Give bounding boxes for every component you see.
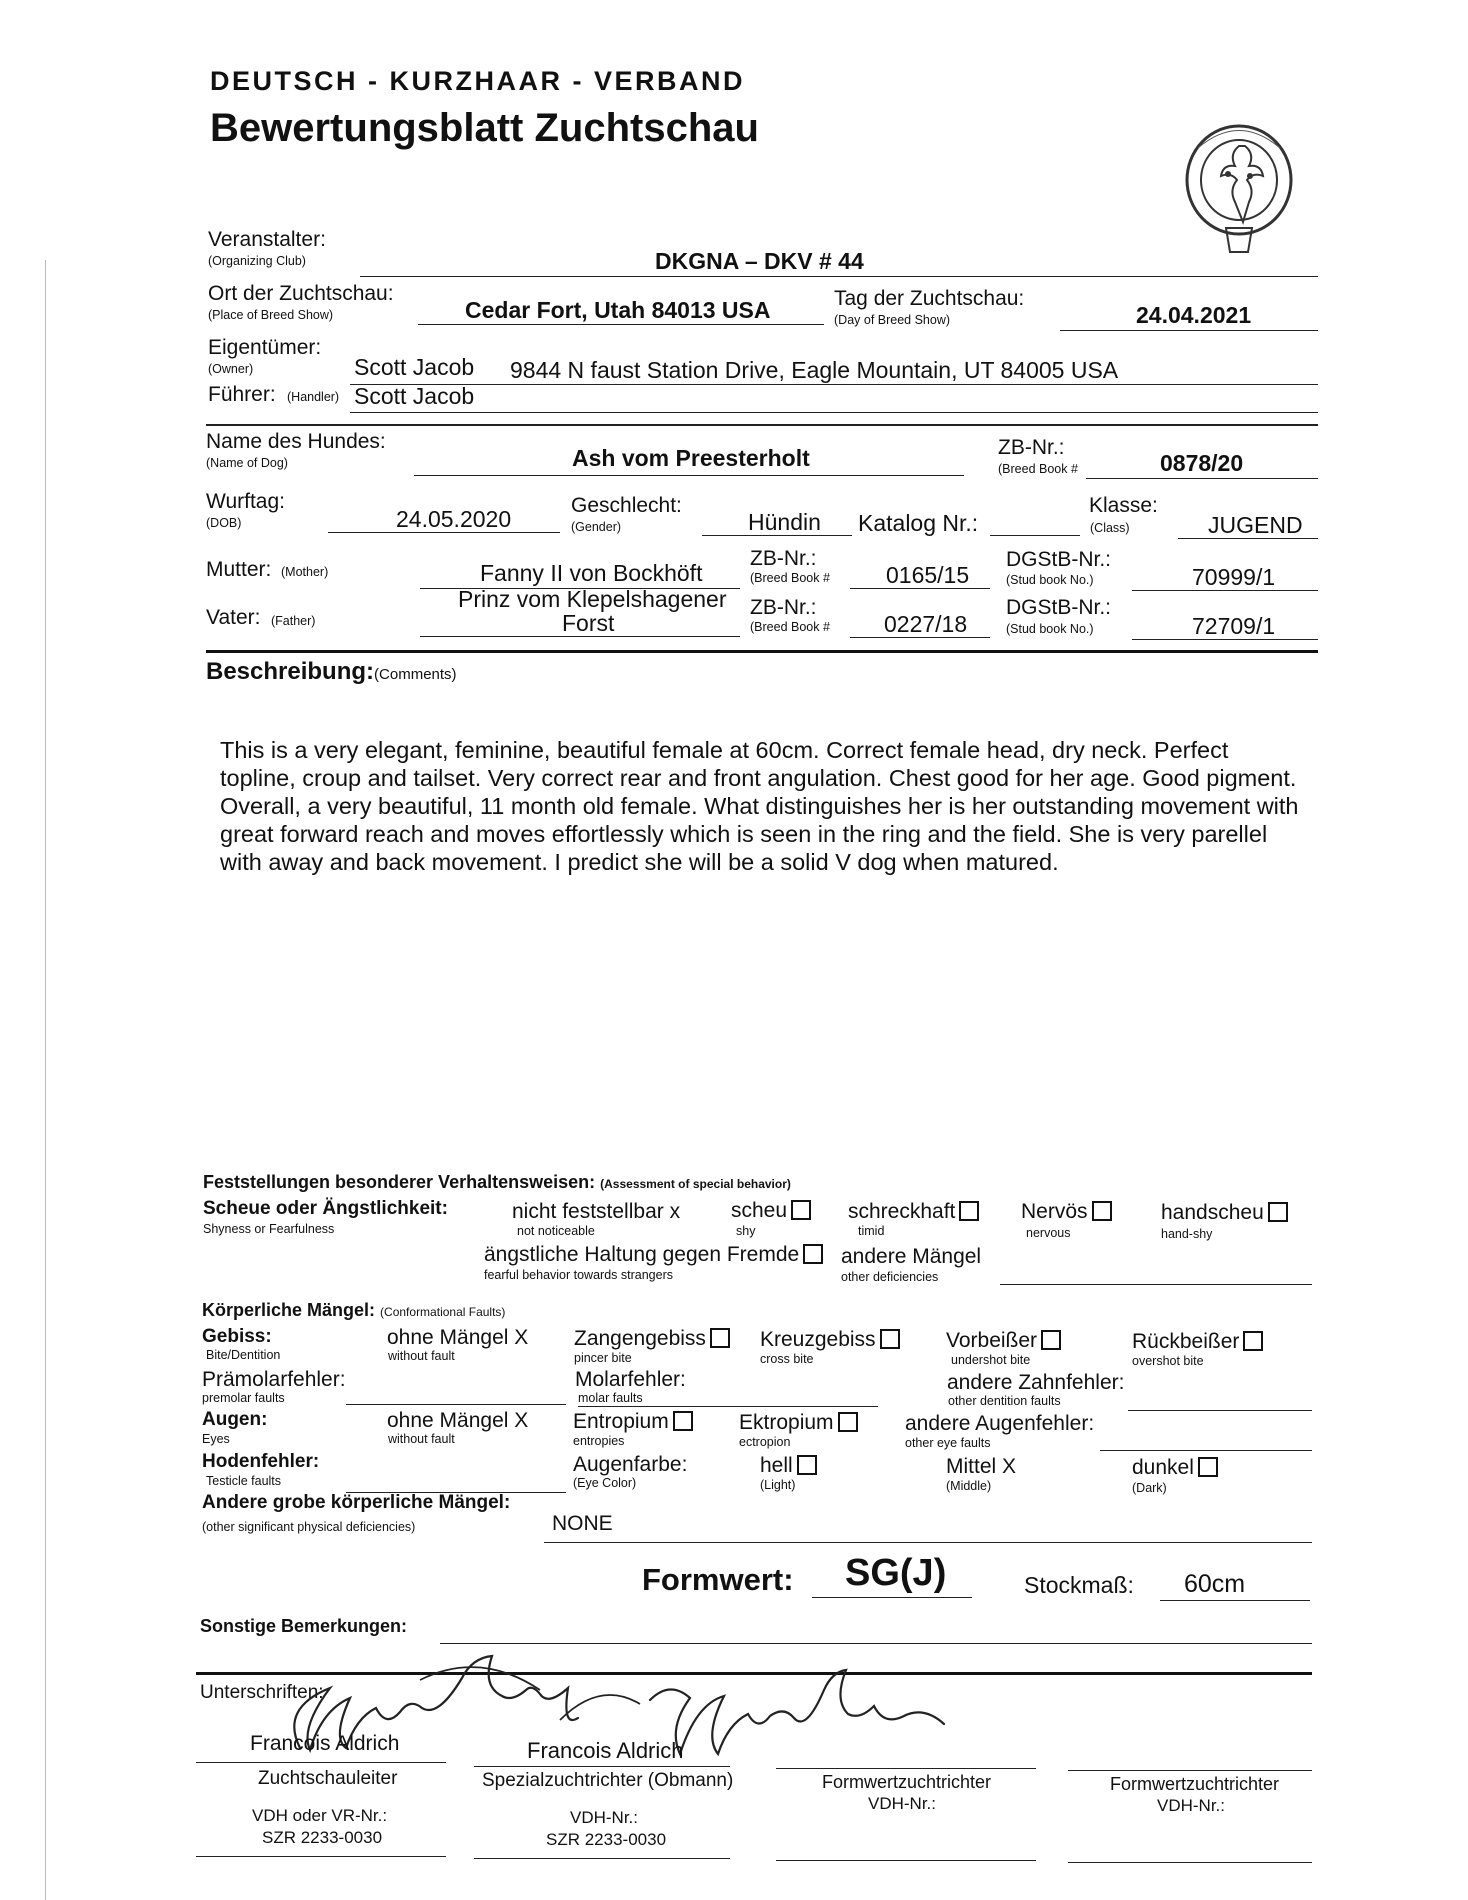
undershot-option: Vorbeißer bbox=[946, 1329, 1061, 1353]
behavior-heading: Feststellungen besonderer Verhaltensweisen: (Assessment of special behavior) bbox=[203, 1172, 791, 1192]
father-zb-value: 0227/18 bbox=[884, 611, 968, 637]
signer-2-reg-line bbox=[474, 1858, 730, 1859]
physical-heading: Körperliche Mängel: (Conformational Faults) bbox=[202, 1300, 506, 1320]
class-line bbox=[1178, 538, 1318, 539]
premolar-sub: premolar faults bbox=[202, 1391, 285, 1405]
gender-value: Hündin bbox=[748, 509, 821, 535]
undershot-checkbox[interactable] bbox=[1041, 1330, 1061, 1350]
shy-option: scheu bbox=[731, 1199, 811, 1223]
pincer-sub: pincer bite bbox=[574, 1351, 632, 1365]
stockmass-label: Stockmaß: bbox=[1024, 1572, 1134, 1598]
signatures-label: Unterschriften: bbox=[200, 1682, 324, 1703]
organizer-sub: (Organizing Club) bbox=[208, 254, 306, 268]
molar-sub: molar faults bbox=[578, 1391, 643, 1405]
father-dgstb-line bbox=[1132, 639, 1318, 640]
handshy-sub: hand-shy bbox=[1161, 1227, 1213, 1241]
dark-checkbox[interactable] bbox=[1198, 1457, 1218, 1477]
seal-icon bbox=[1178, 118, 1300, 258]
timid-sub: timid bbox=[858, 1224, 885, 1238]
nervous-sub: nervous bbox=[1026, 1226, 1071, 1240]
shyness-label: Scheue oder Ängstlichkeit: bbox=[203, 1198, 448, 1219]
timid-option: schreckhaft bbox=[848, 1200, 979, 1224]
dog-name-label: Name des Hundes: bbox=[206, 430, 386, 453]
class-value: JUGEND bbox=[1208, 512, 1303, 538]
dog-name-sub: (Name of Dog) bbox=[206, 456, 288, 470]
father-sub: (Father) bbox=[271, 614, 316, 628]
handler-line bbox=[350, 412, 1318, 413]
molar-line bbox=[578, 1406, 878, 1407]
signer-3-role: Formwertzuchtrichter bbox=[822, 1772, 992, 1792]
section-divider-1 bbox=[206, 424, 1318, 426]
cross-option: Kreuzgebiss bbox=[760, 1328, 900, 1352]
signer-4-reg-line bbox=[1068, 1862, 1312, 1863]
fearful-sub: fearful behavior towards strangers bbox=[484, 1268, 673, 1282]
other-deficiencies-line bbox=[1000, 1284, 1312, 1285]
physical-heading-sub: (Conformational Faults) bbox=[380, 1305, 506, 1319]
stockmass-line bbox=[1160, 1600, 1310, 1601]
gender-sub: (Gender) bbox=[571, 520, 622, 534]
dob-line bbox=[328, 532, 560, 533]
eye-color-sub: (Eye Color) bbox=[573, 1476, 637, 1490]
molar-label: Molarfehler: bbox=[575, 1368, 686, 1391]
day-value: 24.04.2021 bbox=[1136, 302, 1252, 328]
bite-sub: Bite/Dentition bbox=[206, 1348, 281, 1362]
mother-sub: (Mother) bbox=[281, 565, 329, 579]
eye-color-label: Augenfarbe: bbox=[573, 1453, 688, 1476]
father-label: Vater: bbox=[206, 606, 261, 629]
cross-checkbox[interactable] bbox=[880, 1329, 900, 1349]
gender-label: Geschlecht: bbox=[571, 494, 682, 517]
mother-zb-line bbox=[850, 588, 990, 589]
signer-4-line bbox=[1068, 1770, 1312, 1771]
other-deficiencies-sub: other deficiencies bbox=[841, 1270, 939, 1284]
signer-1-reg-label: VDH oder VR-Nr.: bbox=[252, 1806, 388, 1825]
bite-ok: ohne Mängel X bbox=[387, 1326, 529, 1349]
fearful-option: ängstliche Haltung gegen Fremde bbox=[484, 1243, 823, 1267]
overshot-sub: overshot bite bbox=[1132, 1354, 1204, 1368]
dob-label: Wurftag: bbox=[206, 490, 285, 513]
dark-option: dunkel bbox=[1132, 1456, 1218, 1480]
mother-zb-label: ZB-Nr.: bbox=[750, 547, 817, 570]
signer-1-reg-value: SZR 2233-0030 bbox=[262, 1828, 383, 1847]
section-divider-2 bbox=[206, 650, 1318, 653]
premolar-label: Prämolarfehler: bbox=[202, 1368, 346, 1391]
light-sub: (Light) bbox=[760, 1478, 796, 1492]
father-line bbox=[420, 636, 740, 637]
other-dent-line bbox=[1128, 1410, 1312, 1411]
class-sub: (Class) bbox=[1090, 521, 1130, 535]
day-sub: (Day of Breed Show) bbox=[834, 313, 951, 327]
page-title: Bewertungsblatt Zuchtschau bbox=[210, 106, 759, 150]
owner-sub: (Owner) bbox=[208, 362, 254, 376]
gross-label: Andere grobe körperliche Mängel: bbox=[202, 1492, 511, 1513]
ectropion-sub: ectropion bbox=[739, 1435, 791, 1449]
pincer-checkbox[interactable] bbox=[710, 1328, 730, 1348]
signer-1-line bbox=[196, 1762, 446, 1763]
organizer-label: Veranstalter: bbox=[208, 228, 326, 251]
signer-3-reg-line bbox=[776, 1860, 1036, 1861]
day-line bbox=[1060, 330, 1318, 331]
class-label: Klasse: bbox=[1089, 494, 1158, 517]
dark-sub: (Dark) bbox=[1132, 1481, 1167, 1495]
signer-1-role: Zuchtschauleiter bbox=[258, 1768, 398, 1789]
stockmass-value: 60cm bbox=[1184, 1570, 1246, 1598]
remarks-line bbox=[440, 1643, 1312, 1644]
zb-sub: (Breed Book # bbox=[998, 462, 1078, 476]
formwert-value: SG(J) bbox=[845, 1552, 947, 1594]
father-value-line-1: Prinz vom Klepelshagener bbox=[458, 586, 727, 612]
scan-edge bbox=[45, 260, 46, 1900]
handshy-option: handscheu bbox=[1161, 1201, 1288, 1225]
father-zb-label: ZB-Nr.: bbox=[750, 596, 817, 619]
zb-label: ZB-Nr.: bbox=[998, 436, 1065, 459]
handler-value: Scott Jacob bbox=[354, 383, 475, 409]
testicle-sub: Testicle faults bbox=[206, 1474, 282, 1488]
place-sub: (Place of Breed Show) bbox=[208, 308, 334, 322]
signer-4-reg-label: VDH-Nr.: bbox=[1157, 1796, 1225, 1815]
entropion-option: Entropium bbox=[573, 1410, 693, 1434]
place-label: Ort der Zuchtschau: bbox=[208, 282, 394, 305]
signer-1-name: Francois Aldrich bbox=[250, 1732, 400, 1755]
eyes-label: Augen: bbox=[202, 1409, 268, 1430]
mother-value: Fanny II von Bockhöft bbox=[480, 560, 703, 586]
other-eye-label: andere Augenfehler: bbox=[905, 1412, 1095, 1435]
premolar-line bbox=[346, 1404, 566, 1405]
organizer-value: DKGNA – DKV # 44 bbox=[655, 248, 864, 274]
zb-value: 0878/20 bbox=[1160, 450, 1244, 476]
light-option: hell bbox=[760, 1454, 817, 1478]
mother-dgstb-sub: (Stud book No.) bbox=[1006, 573, 1094, 587]
light-checkbox[interactable] bbox=[797, 1455, 817, 1475]
formwert-line bbox=[812, 1597, 972, 1598]
mother-zb-value: 0165/15 bbox=[886, 562, 970, 588]
remarks-label: Sonstige Bemerkungen: bbox=[200, 1616, 408, 1636]
middle-option: Mittel X bbox=[946, 1455, 1017, 1478]
eyes-sub: Eyes bbox=[202, 1432, 230, 1446]
other-eye-sub: other eye faults bbox=[905, 1436, 991, 1450]
father-dgstb-label: DGStB-Nr.: bbox=[1006, 596, 1112, 619]
ectropion-option: Ektropium bbox=[739, 1411, 858, 1435]
father-dgstb-value: 72709/1 bbox=[1192, 613, 1276, 639]
nervous-option: Nervös bbox=[1021, 1200, 1112, 1224]
undershot-sub: undershot bite bbox=[951, 1353, 1031, 1367]
signer-2-reg-label: VDH-Nr.: bbox=[570, 1808, 638, 1827]
not-noticeable-sub: not noticeable bbox=[517, 1224, 595, 1238]
signer-3-reg-label: VDH-Nr.: bbox=[868, 1794, 936, 1813]
behavior-heading-sub: (Assessment of special behavior) bbox=[600, 1177, 791, 1191]
father-zb-line bbox=[850, 637, 990, 638]
other-eye-line bbox=[1100, 1450, 1312, 1451]
signer-4-role: Formwertzuchtrichter bbox=[1110, 1774, 1280, 1794]
testicle-label: Hodenfehler: bbox=[202, 1451, 320, 1472]
mother-label: Mutter: bbox=[206, 558, 272, 581]
handshy-checkbox[interactable] bbox=[1268, 1202, 1288, 1222]
dog-name-line bbox=[414, 475, 964, 476]
gross-value: NONE bbox=[552, 1512, 613, 1535]
section-divider-3 bbox=[196, 1672, 1312, 1675]
catalog-label: Katalog Nr.: bbox=[858, 510, 979, 536]
day-label: Tag der Zuchtschau: bbox=[834, 287, 1025, 310]
catalog-line bbox=[990, 535, 1080, 536]
zb-line bbox=[1086, 478, 1318, 479]
signer-3-line bbox=[776, 1768, 1036, 1769]
other-deficiencies: andere Mängel bbox=[841, 1245, 982, 1268]
handler-label: Führer: bbox=[208, 383, 276, 406]
middle-sub: (Middle) bbox=[946, 1479, 992, 1493]
mother-zb-sub: (Breed Book # bbox=[750, 571, 830, 585]
formwert-label: Formwert: bbox=[642, 1562, 794, 1597]
entropion-checkbox[interactable] bbox=[673, 1411, 693, 1431]
bite-ok-sub: without fault bbox=[388, 1349, 455, 1363]
pincer-option: Zangengebiss bbox=[574, 1327, 730, 1351]
place-line bbox=[418, 324, 824, 325]
signer-1-reg-line bbox=[196, 1856, 446, 1857]
shyness-sub: Shyness or Fearfulness bbox=[203, 1222, 335, 1236]
bite-label: Gebiss: bbox=[202, 1326, 272, 1347]
comments-label: Beschreibung:(Comments) bbox=[206, 658, 457, 685]
nervous-checkbox[interactable] bbox=[1092, 1201, 1112, 1221]
mother-dgstb-value: 70999/1 bbox=[1192, 564, 1276, 590]
gross-line bbox=[544, 1542, 1312, 1543]
other-dent-sub: other dentition faults bbox=[948, 1394, 1061, 1408]
entropion-sub: entropies bbox=[573, 1434, 625, 1448]
dob-sub: (DOB) bbox=[206, 516, 242, 530]
gross-sub: (other significant physical deficiencies) bbox=[202, 1520, 416, 1534]
org-name: DEUTSCH - KURZHAAR - VERBAND bbox=[210, 66, 745, 96]
organizer-line bbox=[360, 276, 1318, 277]
signer-2-reg-value: SZR 2233-0030 bbox=[546, 1830, 667, 1849]
owner-label: Eigentümer: bbox=[208, 336, 322, 359]
comments-sub: (Comments) bbox=[374, 666, 457, 683]
signer-2-name: Francois Aldrich bbox=[527, 1738, 684, 1763]
signer-2-role: Spezialzuchtrichter (Obmann) bbox=[482, 1770, 734, 1791]
owner-line bbox=[350, 384, 1318, 385]
comments-text: This is a very elegant, feminine, beautiful female at 60cm. Correct female head, dry neck. Perfect topline, croup and tailset. Very correct rear and front angulation. Chest good for her age. Good pigment. Overall, a very beautiful, 11 month old female. What distinguishes her is her outstanding movement with great forward reach and moves effortlessly which is seen in the ring and the field. She is very parellel with away and back movement. I predict she will be a solid V dog when matured. bbox=[220, 737, 1299, 875]
ectropion-checkbox[interactable] bbox=[838, 1412, 858, 1432]
fearful-checkbox[interactable] bbox=[803, 1244, 823, 1264]
cross-sub: cross bite bbox=[760, 1352, 814, 1366]
father-value-line-2: Forst bbox=[562, 610, 615, 636]
timid-checkbox[interactable] bbox=[959, 1201, 979, 1221]
owner-name: Scott Jacob bbox=[354, 354, 475, 380]
shy-checkbox[interactable] bbox=[791, 1200, 811, 1220]
handler-sub: (Handler) bbox=[287, 390, 340, 404]
mother-dgstb-line bbox=[1132, 590, 1318, 591]
overshot-option: Rückbeißer bbox=[1132, 1330, 1263, 1354]
signer-2-line bbox=[474, 1766, 730, 1767]
eyes-ok: ohne Mängel X bbox=[387, 1409, 529, 1432]
dob-value: 24.05.2020 bbox=[396, 506, 512, 532]
owner-address: 9844 N faust Station Drive, Eagle Mountain, UT 84005 USA bbox=[510, 357, 1119, 383]
other-dent-label: andere Zahnfehler: bbox=[947, 1371, 1125, 1394]
place-value: Cedar Fort, Utah 84013 USA bbox=[465, 297, 771, 323]
shy-sub: shy bbox=[736, 1224, 756, 1238]
father-zb-sub: (Breed Book # bbox=[750, 620, 830, 634]
not-noticeable: nicht feststellbar x bbox=[512, 1200, 681, 1223]
mother-dgstb-label: DGStB-Nr.: bbox=[1006, 548, 1112, 571]
gender-line bbox=[702, 535, 852, 536]
dog-name-value: Ash vom Preesterholt bbox=[572, 445, 810, 471]
eyes-ok-sub: without fault bbox=[388, 1432, 455, 1446]
overshot-checkbox[interactable] bbox=[1243, 1331, 1263, 1351]
father-dgstb-sub: (Stud book No.) bbox=[1006, 622, 1094, 636]
